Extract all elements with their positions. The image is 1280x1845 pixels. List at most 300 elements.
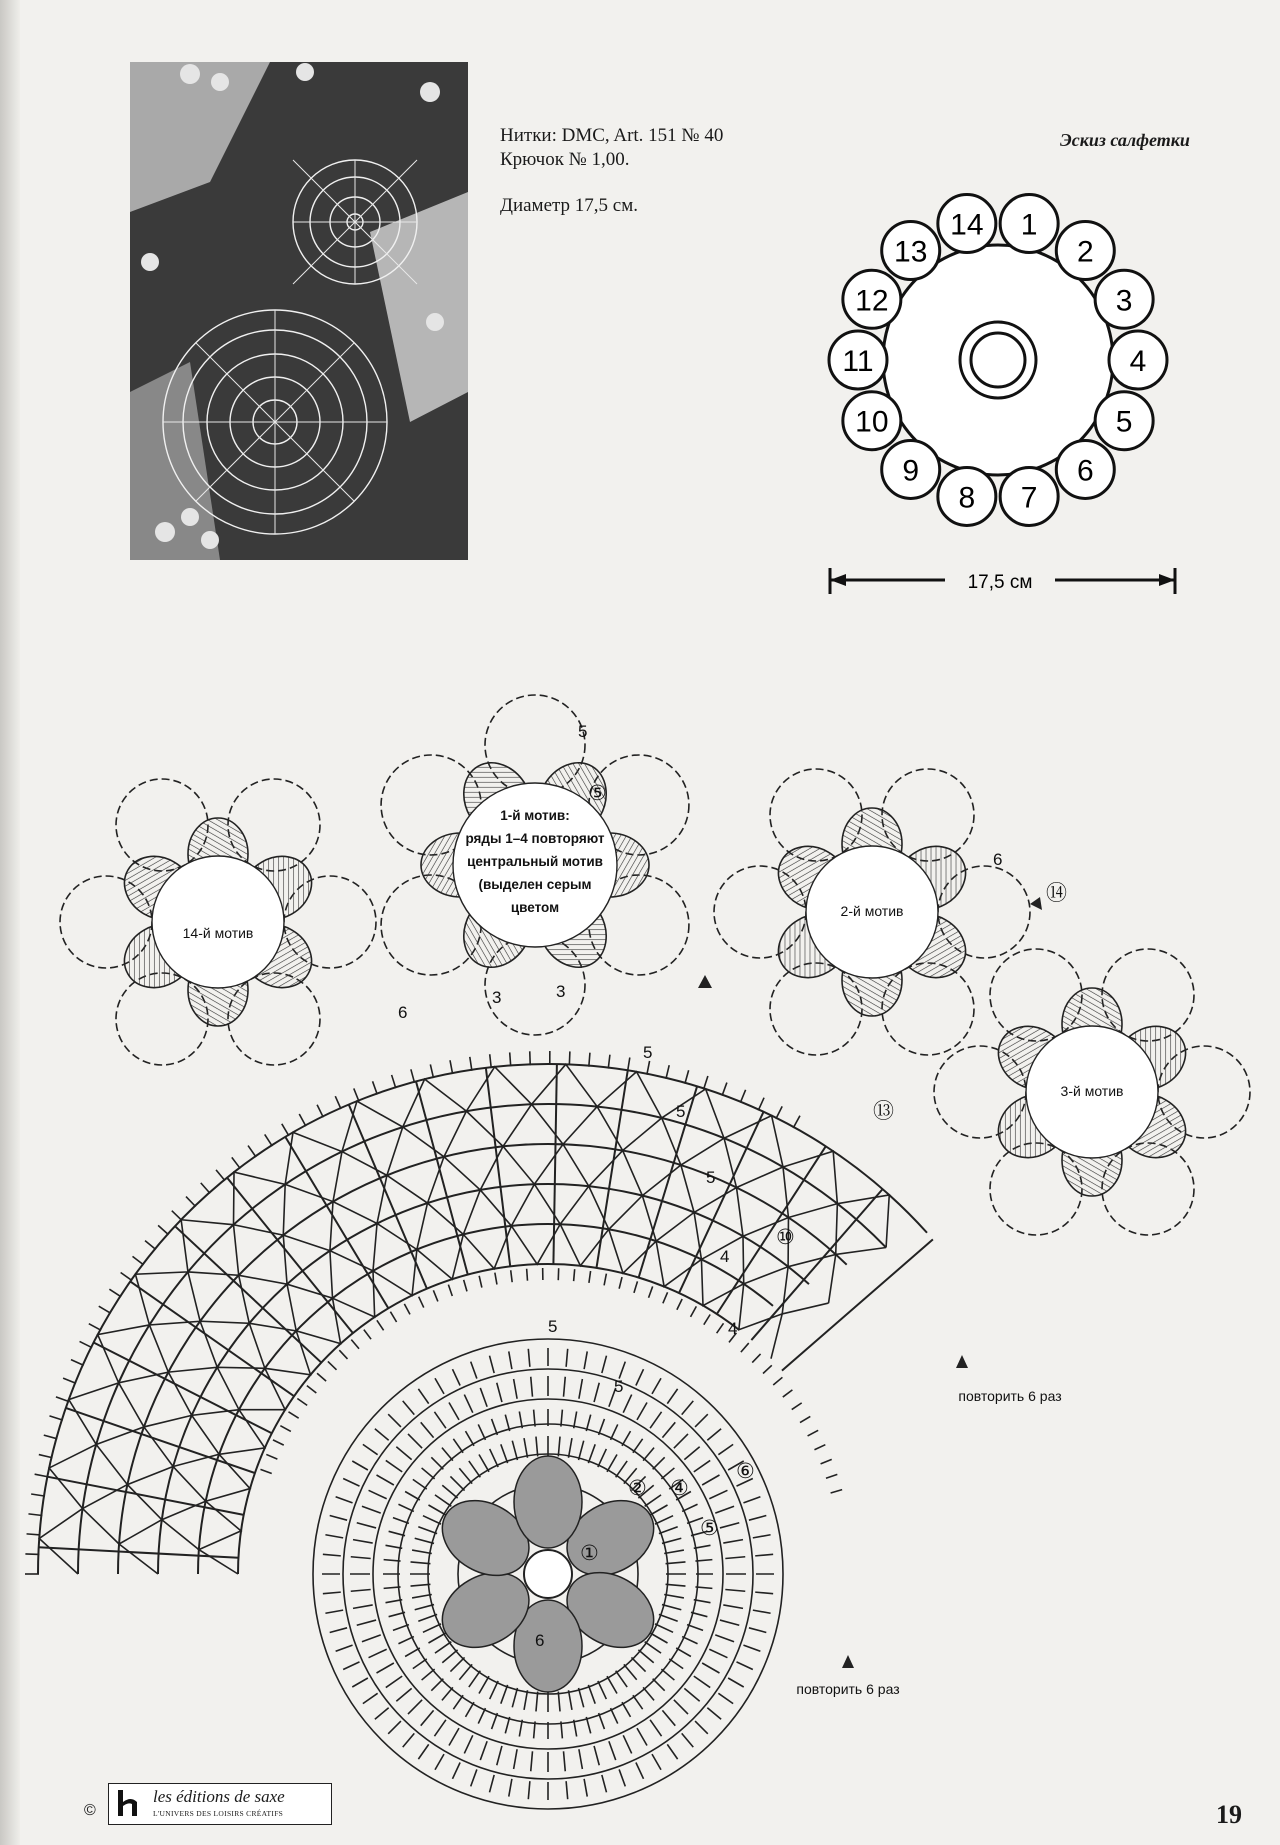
stitch-tick: [773, 1377, 782, 1385]
center-motif-stitch: [619, 1769, 625, 1786]
center-motif-stitch: [469, 1461, 480, 1477]
stitch-tick: [27, 1534, 41, 1535]
stitch-tick: [433, 1290, 437, 1301]
center-motif-stitch: [377, 1475, 394, 1485]
row-label: 6: [993, 850, 1003, 869]
stitch-tick: [299, 1114, 306, 1126]
center-motif-stitch: [588, 1685, 595, 1704]
center-motif-stitch: [584, 1779, 587, 1797]
center-motif-stitch: [579, 1749, 582, 1769]
center-motif-stitch: [753, 1610, 771, 1613]
center-motif-stitch: [505, 1415, 509, 1431]
stitch-tick: [35, 1474, 49, 1477]
row-label: 5: [578, 722, 588, 741]
stitch-tick: [80, 1341, 93, 1347]
stitch-tick: [649, 1286, 653, 1297]
center-motif-stitch: [528, 1781, 530, 1799]
stitch-tick: [569, 1051, 570, 1065]
center-motif-stitch: [423, 1624, 441, 1632]
center-motif-stitch: [619, 1362, 625, 1379]
join-marker-arrow: [698, 975, 712, 988]
center-motif-stitch: [357, 1523, 376, 1528]
center-motif-stitch: [352, 1678, 368, 1687]
stitch-tick: [495, 1273, 497, 1285]
center-motif-stitch: [412, 1550, 432, 1553]
center-motif-stitch: [497, 1746, 502, 1765]
center-motif-stitch: [492, 1419, 498, 1435]
center-motif-stitch: [631, 1657, 645, 1671]
center-motif-stitch: [408, 1700, 422, 1714]
center-motif-stitch: [598, 1449, 606, 1467]
center-motif-stitch: [715, 1635, 734, 1642]
circled-label: ①: [580, 1542, 599, 1565]
stitch-tick: [63, 1378, 76, 1383]
stitch-tick: [647, 1061, 650, 1075]
stitch-tick: [608, 1055, 610, 1069]
stitch-tick: [39, 1455, 53, 1458]
center-motif-stitch: [386, 1676, 402, 1687]
stitch-tick: [109, 1289, 121, 1297]
center-motif-stitch: [687, 1625, 703, 1631]
stitch-tick: [328, 1361, 337, 1369]
center-motif-stitch: [602, 1775, 607, 1792]
sketch-motif-number: 14: [950, 208, 984, 242]
center-motif-stitch: [413, 1659, 427, 1669]
center-motif-stitch: [442, 1650, 457, 1663]
center-motif-stitch: [469, 1671, 480, 1687]
center-motif-stitch: [659, 1614, 678, 1621]
center-motif-stitch: [396, 1447, 411, 1460]
diameter-spec: Диаметр 17,5 см.: [500, 195, 639, 216]
circled-label: ④: [670, 1477, 689, 1500]
center-motif-stitch: [490, 1775, 495, 1792]
center-motif-stitch: [662, 1422, 675, 1437]
center-motif-stitch: [490, 1449, 498, 1467]
stitch-tick: [628, 1057, 630, 1071]
sketch-motif-12: [843, 270, 901, 328]
stitch-tick: [464, 1280, 467, 1292]
stitch-tick: [121, 1273, 132, 1281]
center-motif-stitch: [588, 1444, 595, 1463]
center-motif-stitch: [351, 1590, 371, 1592]
sketch-motif-number: 10: [855, 405, 889, 439]
center-motif-stitch: [616, 1671, 627, 1687]
center-motif-stitch: [659, 1527, 678, 1534]
center-motif-stitch: [512, 1441, 517, 1460]
page-number: 19: [1216, 1800, 1242, 1829]
center-motif-stitch: [501, 1685, 508, 1704]
row-label: 4: [720, 1247, 730, 1266]
stitch-tick: [763, 1365, 772, 1373]
publisher-mark-icon: [115, 1788, 143, 1818]
center-motif-stitch: [558, 1437, 560, 1457]
stitch-tick: [663, 1292, 668, 1303]
center-motif-stitch: [413, 1479, 427, 1489]
stitch-tick: [704, 1314, 710, 1324]
center-motif-stitch: [452, 1369, 460, 1385]
center-motif-stitch: [422, 1468, 435, 1479]
center-motif-stitch: [442, 1485, 457, 1498]
circled-label: ⑤: [700, 1517, 719, 1540]
center-motif-stitch: [667, 1744, 677, 1759]
center-motif-stitch: [607, 1454, 617, 1471]
center-motif-stitch: [343, 1478, 359, 1486]
stitch-tick: [479, 1276, 482, 1288]
center-motif-stitch: [389, 1612, 405, 1616]
center-motif-stitch: [684, 1447, 699, 1460]
center-petal-highlight: [514, 1456, 582, 1548]
center-motif-stitch: [749, 1516, 766, 1521]
center-motif-stitch: [667, 1389, 677, 1404]
center-motif-stitch: [674, 1434, 688, 1448]
center-motif-stitch: [480, 1388, 487, 1407]
sketch-motif-number: 3: [1115, 284, 1133, 318]
center-motif-stitch: [450, 1476, 464, 1490]
center-motif-stitch: [531, 1751, 533, 1771]
center-motif-stitch: [720, 1620, 739, 1625]
row-label: 6: [535, 1631, 545, 1650]
stitch-tick: [351, 1340, 359, 1349]
stitch-tick: [619, 1277, 622, 1289]
chart-arc-row: [38, 1064, 927, 1574]
center-motif-stitch: [666, 1562, 686, 1564]
center-motif-stitch: [536, 1437, 538, 1457]
stitch-tick: [634, 1281, 638, 1292]
stitch-tick: [280, 1426, 290, 1432]
center-motif-stitch: [353, 1605, 373, 1608]
center-motif-stitch: [709, 1490, 727, 1498]
center-motif-stitch: [707, 1429, 721, 1441]
center-motif-stitch: [743, 1645, 760, 1651]
center-motif-stitch: [682, 1637, 697, 1644]
center-motif-stitch: [403, 1401, 415, 1415]
center-motif-stitch: [602, 1356, 607, 1373]
stitch-tick: [390, 1312, 396, 1322]
row-label: 5: [676, 1102, 686, 1121]
center-motif-stitch: [531, 1377, 533, 1397]
stitch-tick: [490, 1054, 492, 1068]
dimension-label: 17,5 см: [967, 572, 1033, 593]
center-motif-stitch: [325, 1610, 343, 1613]
center-motif-stitch: [579, 1379, 582, 1399]
row-label: 4: [728, 1319, 738, 1338]
center-motif-stitch: [682, 1733, 694, 1747]
center-motif-stitch: [611, 1424, 618, 1439]
center-motif-stitch: [645, 1495, 661, 1506]
center-motif-stitch: [664, 1550, 684, 1553]
repeat-outer-arrow: [956, 1355, 968, 1368]
stitch-tick: [266, 1454, 277, 1459]
center-motif-stitch: [524, 1690, 527, 1710]
center-motif-stitch: [753, 1535, 771, 1538]
motif1-label-line: ряды 1–4 повторяют: [465, 831, 605, 846]
center-motif-stitch: [720, 1523, 739, 1528]
center-motif: [313, 1339, 783, 1809]
center-motif-stitch: [375, 1708, 389, 1720]
center-motif-stitch: [725, 1590, 745, 1592]
center-motif-stitch: [622, 1431, 631, 1446]
stitch-tick: [273, 1440, 284, 1445]
center-motif-stitch: [405, 1648, 420, 1657]
motif14-label: 14-й мотив: [182, 925, 254, 941]
row-label: 3: [556, 982, 566, 1001]
center-motif-stitch: [558, 1692, 560, 1712]
motif-14-flower: [60, 779, 376, 1065]
center-motif-stitch: [490, 1356, 495, 1373]
center-motif-stitch: [568, 1690, 571, 1710]
center-motif-stitch: [637, 1403, 647, 1420]
center-motif-stitch: [536, 1692, 538, 1712]
repeat-inner-label: повторить 6 раз: [796, 1681, 900, 1697]
center-motif-stitch: [323, 1554, 341, 1556]
center-motif-stitch: [343, 1662, 359, 1670]
stitch-tick: [25, 1554, 39, 1555]
sketch-motif-number: 5: [1115, 405, 1133, 439]
center-motif-stitch: [611, 1708, 618, 1723]
publisher-tagline: L'UNIVERS DES LOISIRS CRÉATIFS: [153, 1809, 284, 1818]
sketch-motif-14: [938, 195, 996, 253]
center-motif-stitch: [421, 1710, 434, 1725]
center-motif-stitch: [325, 1535, 343, 1538]
center-motif-stitch: [362, 1506, 381, 1513]
center-motif-stitch: [396, 1688, 411, 1701]
center-motif-stitch: [636, 1763, 644, 1779]
stitch-tick: [56, 1397, 69, 1402]
stitch-tick: [677, 1299, 682, 1310]
center-motif-stitch: [607, 1676, 617, 1693]
center-motif-stitch: [492, 1713, 498, 1729]
stitch-tick: [335, 1096, 341, 1109]
sketch-motif-number: 2: [1076, 235, 1094, 269]
center-motif-stitch: [435, 1378, 444, 1394]
yarn-spec: Нитки: DMC, Art. 151 № 40: [500, 125, 724, 146]
center-motif-stitch: [662, 1710, 675, 1725]
stitch-tick: [722, 1083, 727, 1096]
center-motif-stitch: [650, 1412, 661, 1428]
stitch-tick: [589, 1271, 591, 1283]
center-motif-stitch: [323, 1592, 341, 1594]
center-motif-stitch: [755, 1592, 773, 1594]
center-motif-stitch: [645, 1642, 661, 1653]
join-marker-arrow: [1030, 897, 1042, 910]
diagram-labels: [183, 722, 1124, 1697]
center-motif-stitch: [702, 1663, 719, 1673]
center-motif-stitch: [623, 1395, 631, 1413]
center-motif-stitch: [655, 1516, 673, 1524]
center-motif-stitch: [398, 1637, 413, 1644]
stitch-tick: [373, 1081, 378, 1094]
center-motif-stitch: [411, 1562, 431, 1564]
stitch-tick: [377, 1320, 384, 1330]
center-motif-stitch: [415, 1538, 434, 1543]
center-motif-stitch: [636, 1369, 644, 1385]
center-motif-stitch: [709, 1649, 727, 1657]
center-motif-stitch: [362, 1635, 381, 1642]
stitch-tick: [158, 1225, 168, 1234]
chart-zigzag-row: [39, 1064, 889, 1574]
center-motif-stitch: [566, 1781, 568, 1799]
center-motif-stitch: [755, 1554, 773, 1556]
stitch-tick: [216, 1170, 225, 1181]
center-motif-stitch: [694, 1460, 710, 1471]
publisher-logo: [108, 1783, 332, 1825]
center-motif-stitch: [718, 1693, 733, 1703]
center-motif-stitch: [466, 1702, 475, 1717]
center-motif-stitch: [330, 1516, 347, 1521]
center-motif-stitch: [564, 1377, 566, 1397]
center-motif-stitch: [434, 1720, 445, 1736]
stitch-tick: [411, 1069, 415, 1083]
center-motif-stitch: [509, 1351, 512, 1369]
sketch-motif-number: 9: [902, 454, 920, 488]
center-motif-stitch: [622, 1702, 631, 1717]
circled-label: ⑤: [588, 782, 607, 805]
stitch-tick: [364, 1330, 371, 1340]
center-motif-stitch: [725, 1557, 745, 1559]
center-motif-stitch: [638, 1650, 653, 1663]
stitch-tick: [792, 1403, 802, 1410]
stitch-tick: [776, 1106, 782, 1119]
stitch-tick: [307, 1386, 316, 1393]
center-motif-stitch: [418, 1614, 437, 1621]
sketch-motif-6: [1056, 440, 1114, 498]
stitch-tick: [527, 1269, 528, 1281]
stitch-tick: [71, 1360, 84, 1366]
center-motif-stitch: [369, 1649, 387, 1657]
center-motif-stitch: [695, 1721, 708, 1734]
center-motif-stitch: [431, 1679, 443, 1691]
center-motif-stitch: [418, 1527, 437, 1534]
stitch-tick: [288, 1412, 298, 1418]
center-motif-stitch: [653, 1679, 665, 1691]
center-motif-stitch: [403, 1733, 415, 1747]
publisher-name: les éditions de saxe: [153, 1787, 285, 1806]
center-motif-stitch: [431, 1457, 443, 1469]
center-motif-stitch: [435, 1642, 451, 1653]
stitch-tick: [317, 1373, 326, 1381]
center-motif-stitch: [669, 1659, 683, 1669]
center-motif-stitch: [633, 1439, 643, 1453]
center-motif-stitch: [524, 1438, 527, 1458]
center-motif-stitch: [702, 1475, 719, 1485]
center-motif-stitch: [586, 1415, 590, 1431]
stitch-tick: [604, 1274, 606, 1286]
center-motif-stitch: [594, 1383, 599, 1402]
sketch-motif-number: 4: [1129, 345, 1147, 378]
stitch-tick: [470, 1057, 472, 1071]
center-motif-stitch: [737, 1662, 753, 1670]
center-motif-stitch: [449, 1403, 459, 1420]
stitch-tick: [574, 1269, 575, 1281]
stitch-tick: [145, 1241, 156, 1250]
center-motif-stitch: [405, 1492, 420, 1501]
center-motif-stitch: [479, 1676, 489, 1693]
center-motif-stitch: [674, 1700, 688, 1714]
center-motif-stitch: [616, 1461, 627, 1477]
center-motif-stitch: [442, 1687, 453, 1700]
stitch-tick: [404, 1304, 410, 1315]
stitch-tick: [232, 1157, 240, 1168]
center-motif-stitch: [336, 1497, 353, 1503]
center-motif-stitch: [715, 1506, 734, 1513]
center-motif-stitch: [723, 1605, 743, 1608]
repeat-inner-arrow: [842, 1655, 854, 1668]
center-motif-stitch: [459, 1468, 472, 1483]
sketch-motif-2: [1056, 222, 1114, 280]
chart-zigzag-row: [162, 1184, 829, 1549]
center-motif-stitch: [728, 1678, 744, 1687]
center-motif-stitch: [599, 1419, 605, 1435]
center-motif-stitch: [478, 1424, 485, 1439]
stitch-tick: [282, 1124, 289, 1136]
center-motif-stitch: [389, 1531, 405, 1535]
sketch-motif-number: 11: [842, 345, 874, 378]
center-motif-stitch: [435, 1495, 451, 1506]
stitch-tick: [430, 1064, 433, 1078]
sketch-motif-number: 7: [1020, 481, 1038, 515]
center-motif-stitch: [388, 1721, 401, 1734]
motif3-label: 3-й мотив: [1060, 1083, 1124, 1099]
center-motif-stitch: [652, 1378, 661, 1394]
center-motif-stitch: [650, 1633, 667, 1643]
center-motif-stitch: [633, 1695, 643, 1709]
stitch-tick: [248, 1146, 256, 1157]
center-motif-stitch: [490, 1681, 498, 1699]
stitch-tick: [783, 1390, 793, 1397]
stitch-tick: [448, 1285, 452, 1296]
circled-label: ⑬: [873, 1100, 894, 1123]
stitch-tick: [297, 1398, 307, 1405]
stitch-tick: [831, 1490, 843, 1493]
center-motif-stitch: [480, 1741, 487, 1760]
stitch-tick: [89, 1324, 101, 1331]
center-motif-stitch: [497, 1383, 502, 1402]
center-motif-stitch: [694, 1676, 710, 1687]
center-motif-stitch: [418, 1389, 428, 1404]
center-motif-stitch: [434, 1412, 445, 1428]
center-motif-stitch: [609, 1741, 616, 1760]
stitch-tick: [44, 1435, 57, 1439]
center-motif-stitch: [512, 1688, 517, 1707]
stitch-tick: [339, 1350, 347, 1359]
sketch-motif-3: [1095, 270, 1153, 328]
center-motif-stitch: [643, 1687, 654, 1700]
stitch-tick: [186, 1197, 196, 1207]
center-motif-stitch: [579, 1441, 584, 1460]
center-motif-stitch: [369, 1490, 387, 1498]
center-motif-stitch: [579, 1688, 584, 1707]
stitch-tick: [821, 1459, 832, 1463]
center-motif-stitch: [652, 1754, 661, 1770]
center-motif-stitch: [408, 1434, 422, 1448]
dimension-line: [830, 566, 1175, 594]
center-motif-stitch: [351, 1557, 371, 1559]
stitch-tick: [704, 1076, 708, 1089]
stitch-tick: [28, 1514, 42, 1516]
sketch-motif-1: [1000, 195, 1058, 253]
center-motif-stitch: [357, 1620, 376, 1625]
sketch-motif-8: [938, 467, 996, 525]
stitch-tick: [317, 1105, 323, 1118]
center-motif-stitch: [464, 1735, 472, 1753]
flower-motifs: [60, 695, 1250, 1235]
sketch-motif-number: 13: [894, 235, 928, 269]
stitch-tick: [49, 1416, 62, 1420]
stitch-tick: [589, 1053, 590, 1067]
center-motif-stitch: [599, 1713, 605, 1729]
sketch-motif-number: 12: [855, 284, 889, 318]
center-motif-stitch: [453, 1695, 463, 1709]
